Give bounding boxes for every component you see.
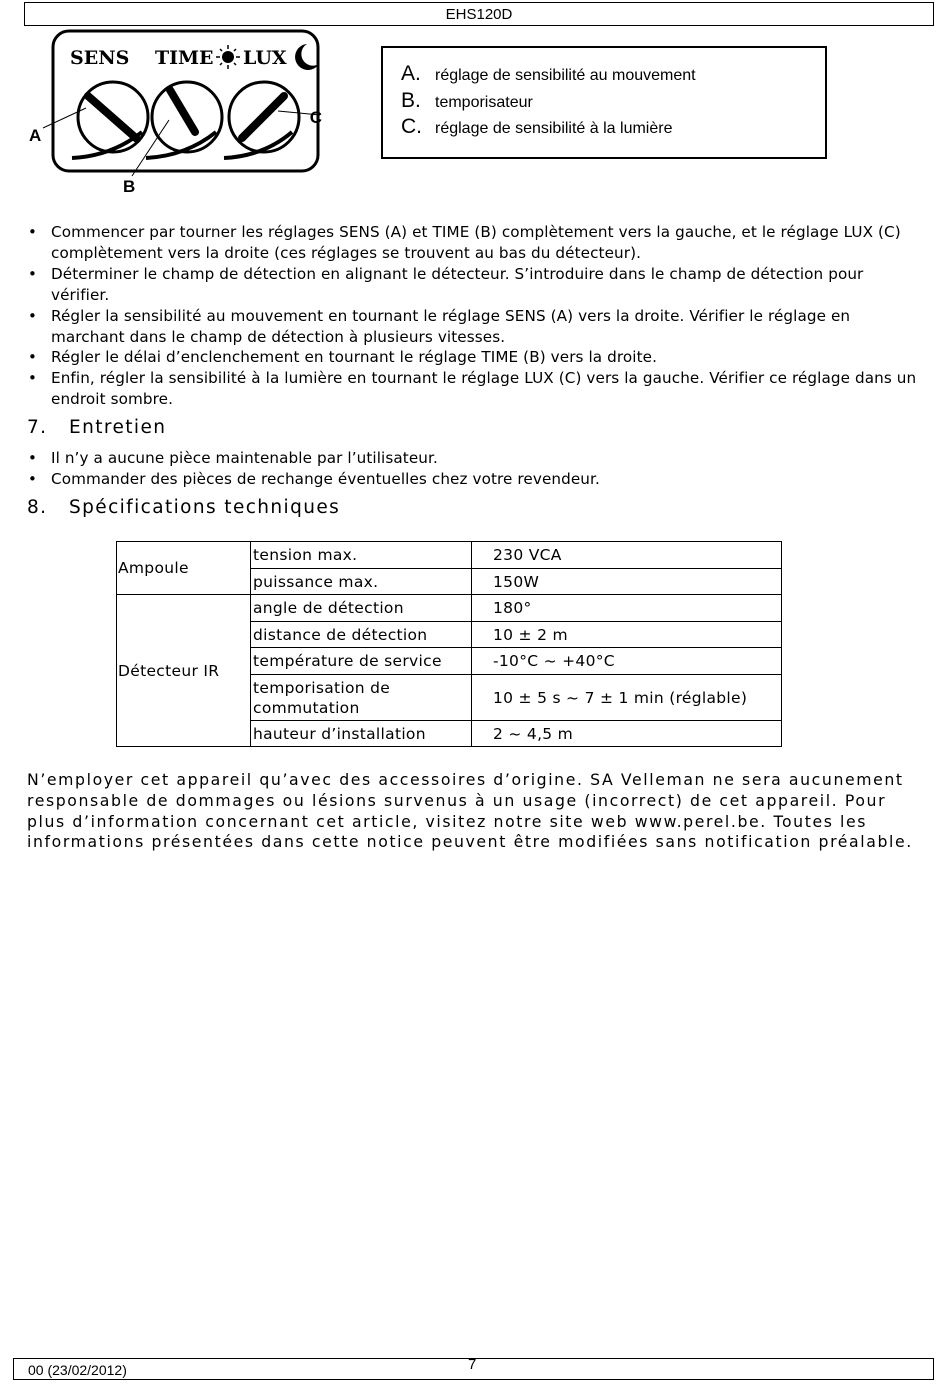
- section-title: Entretien: [69, 417, 167, 438]
- maintenance-list: [27, 448, 922, 490]
- table-row: [117, 542, 782, 569]
- footer-date: 00 (23/02/2012): [28, 1362, 127, 1378]
- list-item: • Il n’y a aucune pièce maintenable par l’utilisateur.: [27, 448, 922, 469]
- value-cell: 10 ± 5 s ~ 7 ± 1 min (réglable): [472, 675, 782, 721]
- legend-item: [401, 114, 825, 141]
- legend-item: [401, 61, 825, 88]
- list-item: • Commander des pièces de rechange éventuelles chez votre revendeur.: [27, 469, 922, 490]
- callout-a: A: [29, 126, 42, 145]
- table-row: [117, 595, 782, 622]
- param-cell: temporisation de commutation: [251, 675, 472, 721]
- page-header: [24, 2, 934, 26]
- specifications-table: [116, 541, 782, 747]
- callout-c: C: [309, 108, 322, 127]
- legend-letter: B.: [401, 88, 421, 112]
- instruction-list: [27, 222, 922, 410]
- control-knobs-diagram: [24, 28, 324, 198]
- section-number: 8.: [27, 497, 48, 518]
- param-cell: puissance max.: [251, 569, 472, 595]
- list-item: • Régler la sensibilité au mouvement en tournant le réglage SENS (A) vers la droite. Vérifier le réglage en marchant dans le champ de détection à plusieurs vitesses.: [27, 306, 922, 348]
- value-cell: 10 ± 2 m: [472, 622, 782, 648]
- page-footer: [13, 1358, 934, 1380]
- document-title: EHS120D: [445, 6, 513, 23]
- value-cell: 150W: [472, 569, 782, 595]
- value-cell: 180°: [472, 595, 782, 622]
- sens-label: SENS: [70, 47, 130, 69]
- value-cell: 2 ~ 4,5 m: [472, 721, 782, 747]
- legend-item: [401, 88, 825, 115]
- page-number: 7: [468, 1356, 477, 1373]
- section-number: 7.: [27, 417, 48, 438]
- list-item: • Enfin, régler la sensibilité à la lumière en tournant le réglage LUX (C) vers la gauche. Vérifier ce réglage dans un endroit sombre.: [27, 368, 922, 410]
- legend-text: temporisateur: [435, 93, 533, 111]
- closing-paragraph: N’employer cet appareil qu’avec des accessoires d’origine. SA Velleman ne sera aucunement responsable de dommages ou lésions survenus à un usage (incorrect) de cet appareil. Pour plus d’information concernant cet article, visitez notre site web www.perel.be. Toutes les informations présentées dans cette notice peuvent être modifiées sans notification préalable.: [27, 770, 913, 852]
- param-cell: tension max.: [251, 542, 472, 569]
- value-cell: -10°C ~ +40°C: [472, 648, 782, 675]
- legend-letter: C.: [401, 115, 422, 138]
- list-item: • Régler le délai d’enclenchement en tournant le réglage TIME (B) vers la droite.: [27, 347, 922, 368]
- legend-text: réglage de sensibilité à la lumière: [435, 120, 673, 137]
- section-8-heading: [27, 497, 340, 518]
- list-item: • Commencer par tourner les réglages SENS (A) et TIME (B) complètement vers la gauche, et le réglage LUX (C) complètement vers la droite (ces réglages se trouvent au bas du détecteur).: [27, 222, 922, 264]
- param-cell: hauteur d’installation: [251, 721, 472, 747]
- callout-b: B: [123, 177, 136, 196]
- param-cell: distance de détection: [251, 622, 472, 648]
- adjustment-instructions: [27, 222, 922, 410]
- lux-label: LUX: [243, 47, 287, 69]
- maintenance-section: [27, 448, 922, 490]
- group-cell: Ampoule: [117, 542, 251, 595]
- param-cell: angle de détection: [251, 595, 472, 622]
- group-cell: Détecteur IR: [117, 595, 251, 747]
- section-7-heading: [27, 417, 166, 438]
- legend-box: [381, 46, 827, 159]
- legend-text: réglage de sensibilité au mouvement: [435, 67, 696, 84]
- time-label: TIME: [155, 47, 214, 69]
- value-cell: 230 VCA: [472, 542, 782, 569]
- section-title: Spécifications techniques: [69, 497, 341, 518]
- param-cell: température de service: [251, 648, 472, 675]
- list-item: • Déterminer le champ de détection en alignant le détecteur. S’introduire dans le champ de détection pour vérifier.: [27, 264, 922, 306]
- legend-letter: A.: [401, 62, 421, 85]
